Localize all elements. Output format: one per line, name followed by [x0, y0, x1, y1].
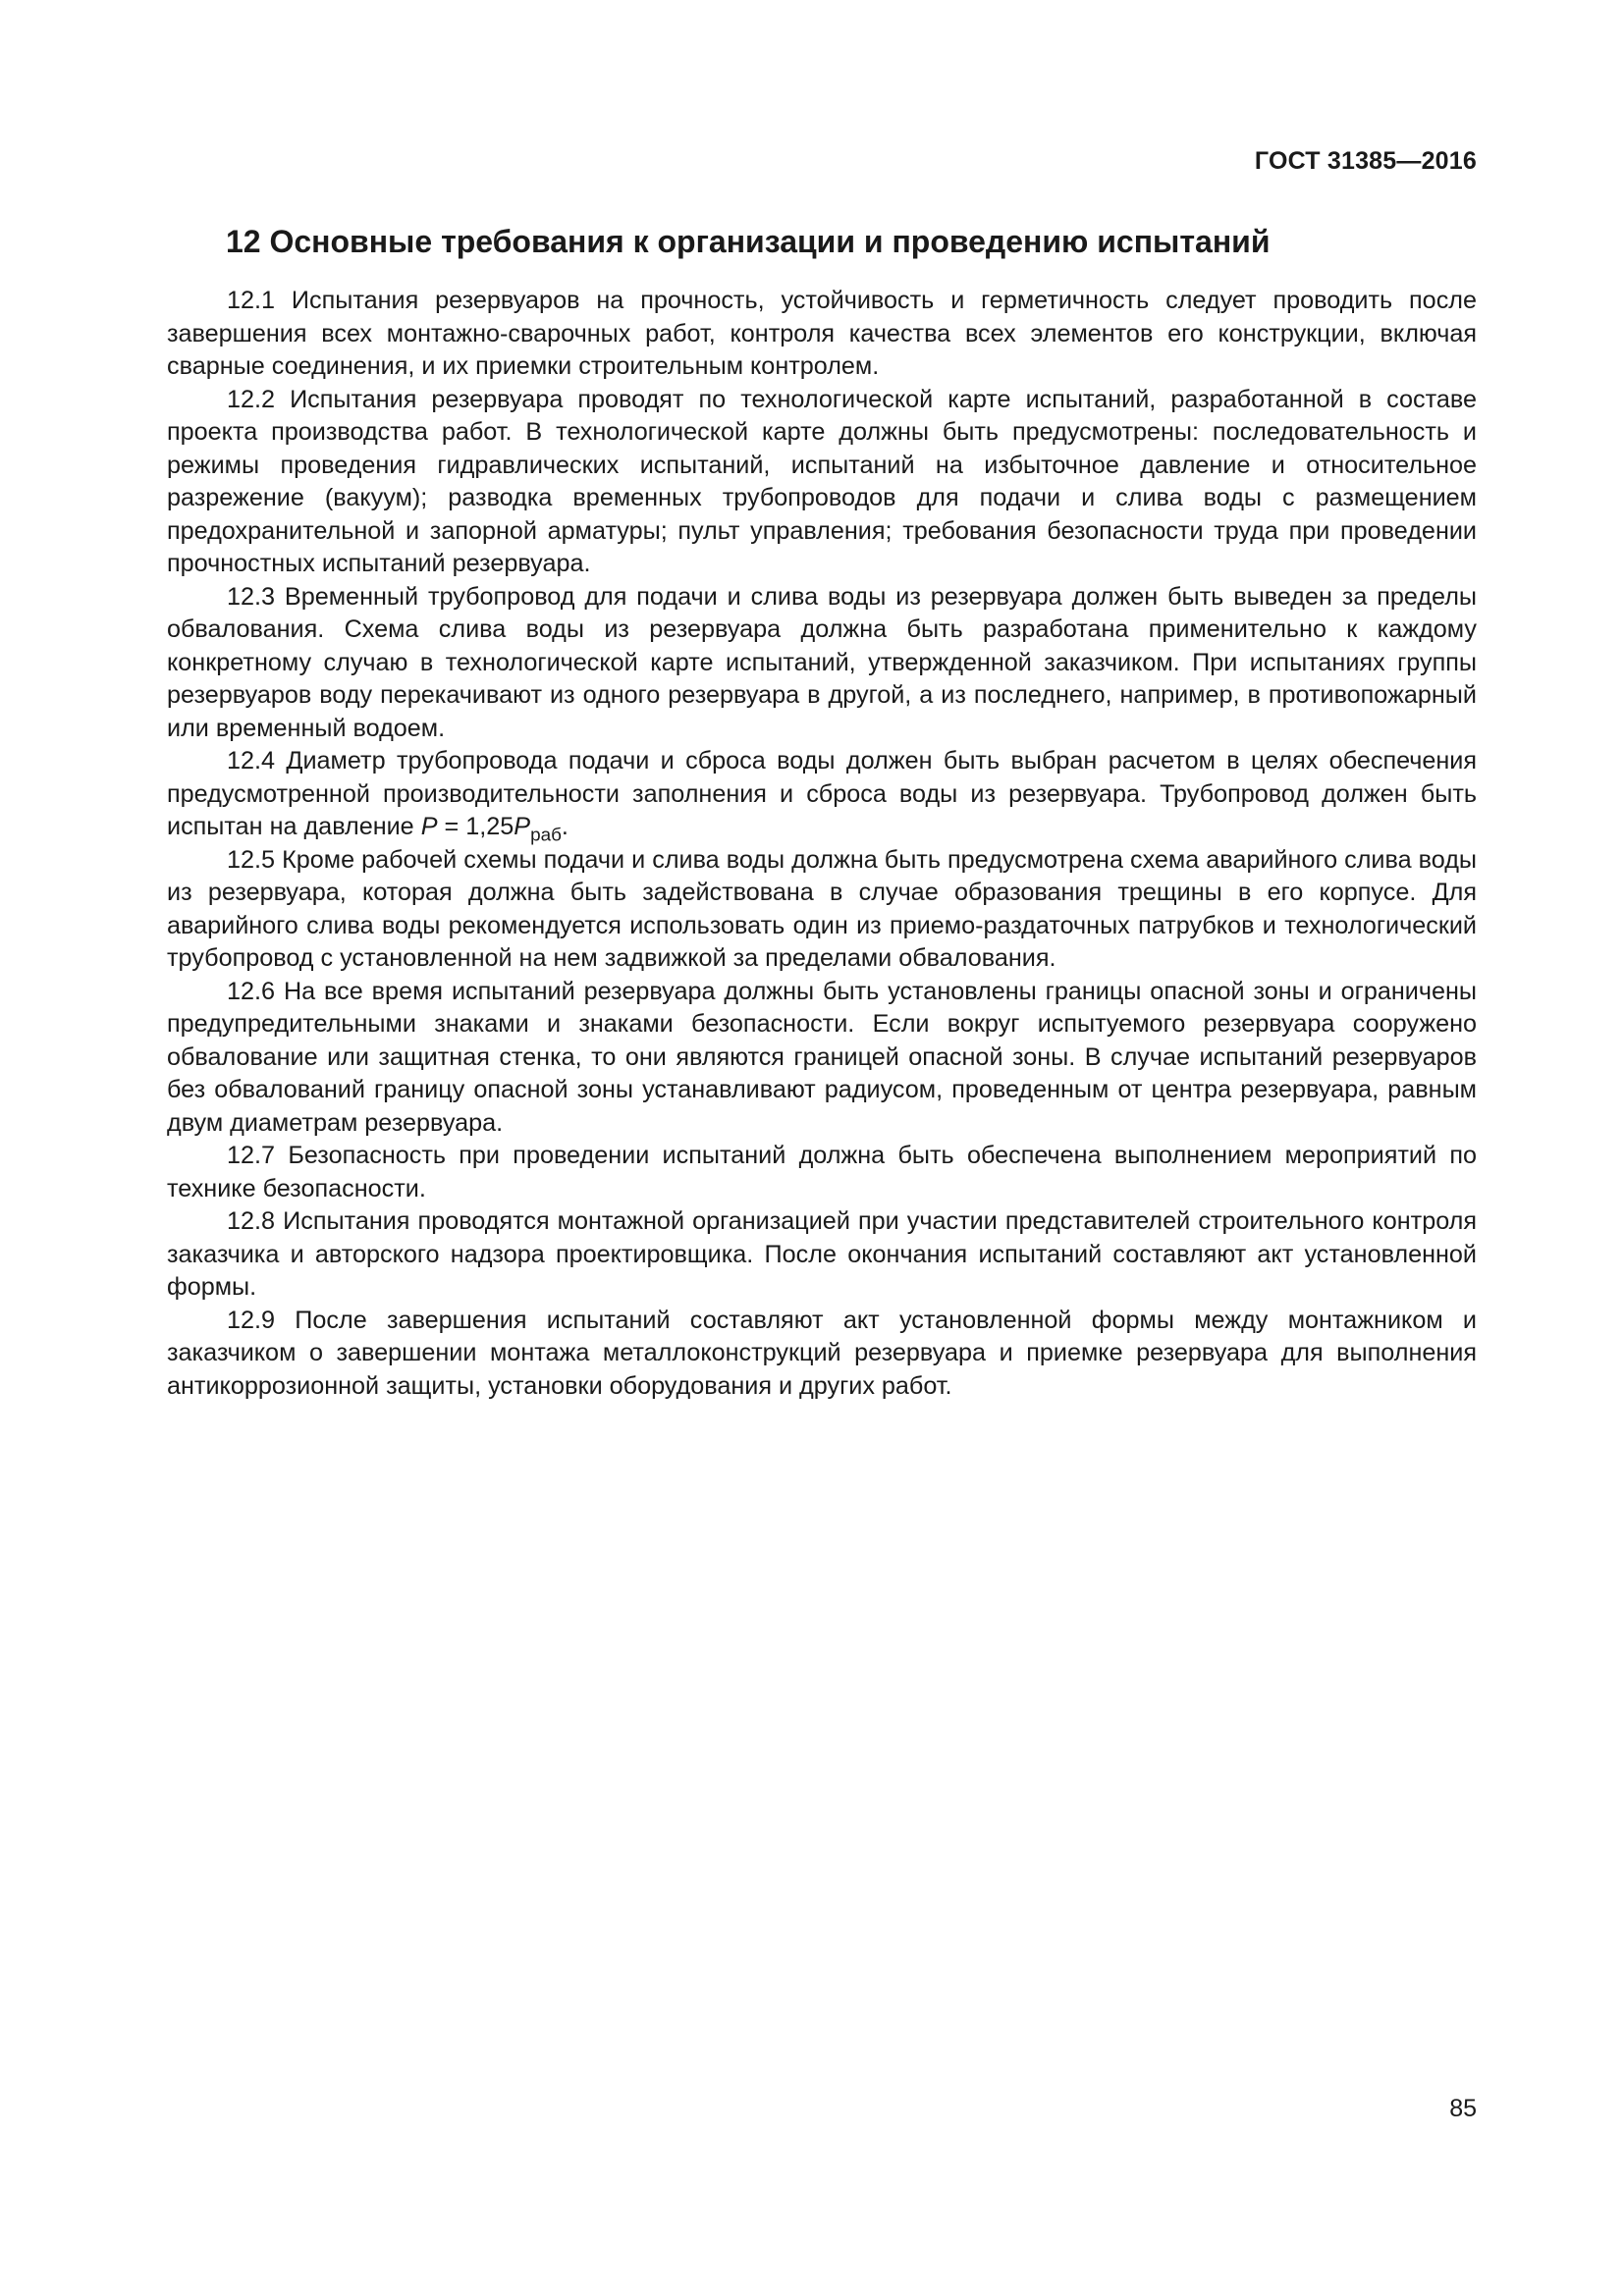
standard-designation: ГОСТ 31385—2016	[1254, 147, 1477, 175]
formula-variable: P	[420, 813, 438, 840]
section-title: 12 Основные требования к организации и проведению испытаний	[226, 224, 1271, 259]
paragraph-12-1: 12.1 Испытания резервуаров на прочность, устойчивость и герметичность следует проводить после завершения всех монтажно-сварочных работ, контроля качества всех элементов его конструкции, включая сварные соединения, и их приемки строительным контролем.	[167, 287, 1477, 380]
section-body	[167, 285, 1477, 1403]
paragraph-12-5: 12.5 Кроме рабочей схемы подачи и слива воды должна быть предусмотрена схема аварийного слива воды из резервуара, которая должна быть задействована в случае образования трещины в его корпусе. Для аварийного слива воды рекомендуется использовать один из приемо-раздаточных патрубков и технологический трубопровод с установленной на нем задвижкой за пределами обвалования.	[167, 845, 1477, 972]
paragraph-12-6: 12.6 На все время испытаний резервуара должны быть установлены границы опасной зоны и ограничены предупредительными знаками и знаками безопасности. Если вокруг испытуемого резервуара сооружено обвалование или защитная стенка, то они являются границей опасной зоны. В случае испытаний резервуаров без обвалований границу опасной зоны устанавливают радиусом, проведенным от центра резервуара, равным двум диаметрам резервуара.	[167, 977, 1477, 1137]
formula-subscript: раб	[530, 825, 562, 846]
formula-equals: = 1,25	[437, 813, 514, 840]
paragraph-12-2: 12.2 Испытания резервуара проводят по технологической карте испытаний, разработанной в составе проекта производства работ. В технологической карте должны быть предусмотрены: последовательность и режимы проведения гидравлических испытаний, испытаний на избыточное давление и относительное разрежение (вакуум); разводка временных трубопроводов для подачи и слива воды с размещением предохранительной и запорной арматуры; пульт управления; требования безопасности труда при проведении прочностных испытаний резервуара.	[167, 385, 1477, 577]
paragraph-12-9: 12.9 После завершения испытаний составляют акт установленной формы между монтажником и заказчиком о завершении монтажа металлоконструкций резервуара и приемке резервуара для выполнения антикоррозионной защиты, установки оборудования и других работ.	[167, 1306, 1477, 1400]
paragraph-12-4	[167, 745, 1477, 844]
paragraph-12-3: 12.3 Временный трубопровод для подачи и слива воды из резервуара должен быть выведен за пределы обвалования. Схема слива воды из резервуара должна быть разработана применительно к каждому конкретному случаю в технологической карте испытаний, утвержденной заказчиком. При испытаниях группы резервуаров воду перекачивают из одного резервуара в другой, а из последнего, например, в противопожарный или временный водоем.	[167, 582, 1477, 742]
formula-variable-2: P	[514, 813, 531, 840]
paragraph-12-8: 12.8 Испытания проводятся монтажной организацией при участии представителей строительного контроля заказчика и авторского надзора проектировщика. После окончания испытаний составляют акт установленной формы.	[167, 1207, 1477, 1301]
paragraph-12-7: 12.7 Безопасность при проведении испытаний должна быть обеспечена выполнением мероприятий по технике безопасности.	[167, 1142, 1477, 1202]
page-number: 85	[1449, 2095, 1477, 2122]
paragraph-12-4-text: 12.4 Диаметр трубопровода подачи и сброса воды должен быть выбран расчетом в целях обеспечения предусмотренной производительности заполнения и сброса воды из резервуара. Трубопровод должен быть испытан на давление	[167, 747, 1477, 840]
formula-end: .	[561, 813, 568, 840]
